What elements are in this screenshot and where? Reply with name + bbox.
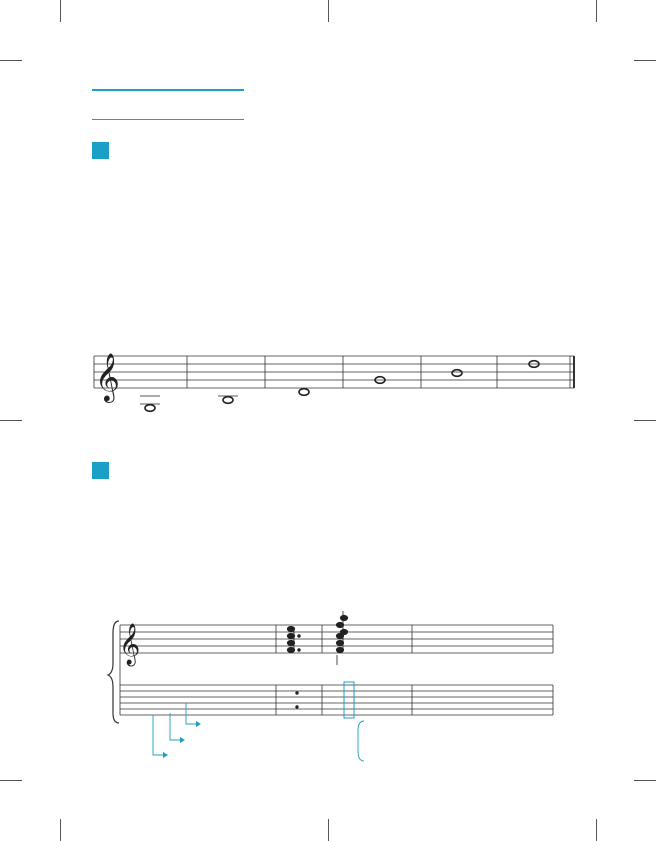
page-footer [452, 784, 460, 799]
staff-notes [140, 361, 539, 412]
crop-mark [328, 819, 329, 841]
tab-notation-diagram [0, 603, 656, 783]
annotation-arrows [153, 703, 364, 761]
piano-keyboard-diagram [0, 228, 656, 668]
crop-mark [596, 0, 597, 22]
crop-mark [634, 60, 656, 61]
chord-2 [336, 611, 347, 665]
note-b3 [452, 370, 462, 377]
note-e2 [145, 405, 155, 412]
chapter-rule [92, 89, 244, 91]
system-brace [108, 621, 119, 723]
chapter-rule [92, 119, 244, 120]
crop-mark [60, 819, 61, 841]
crop-mark [0, 60, 22, 61]
barlines [120, 625, 553, 715]
section-number [92, 142, 109, 159]
section-number [92, 462, 109, 479]
tab-lines [120, 685, 553, 715]
chord-highlight [344, 682, 354, 718]
treble-clef-icon: 𝄞 [95, 352, 120, 401]
note-a2 [223, 397, 233, 404]
treble-staff [94, 356, 574, 388]
crop-mark [328, 0, 329, 22]
note-d3 [299, 389, 309, 396]
annotation-arrowheads [163, 721, 201, 758]
crop-mark [596, 819, 597, 841]
treble-clef-icon: 𝄞 [119, 624, 141, 665]
crop-mark [60, 0, 61, 22]
